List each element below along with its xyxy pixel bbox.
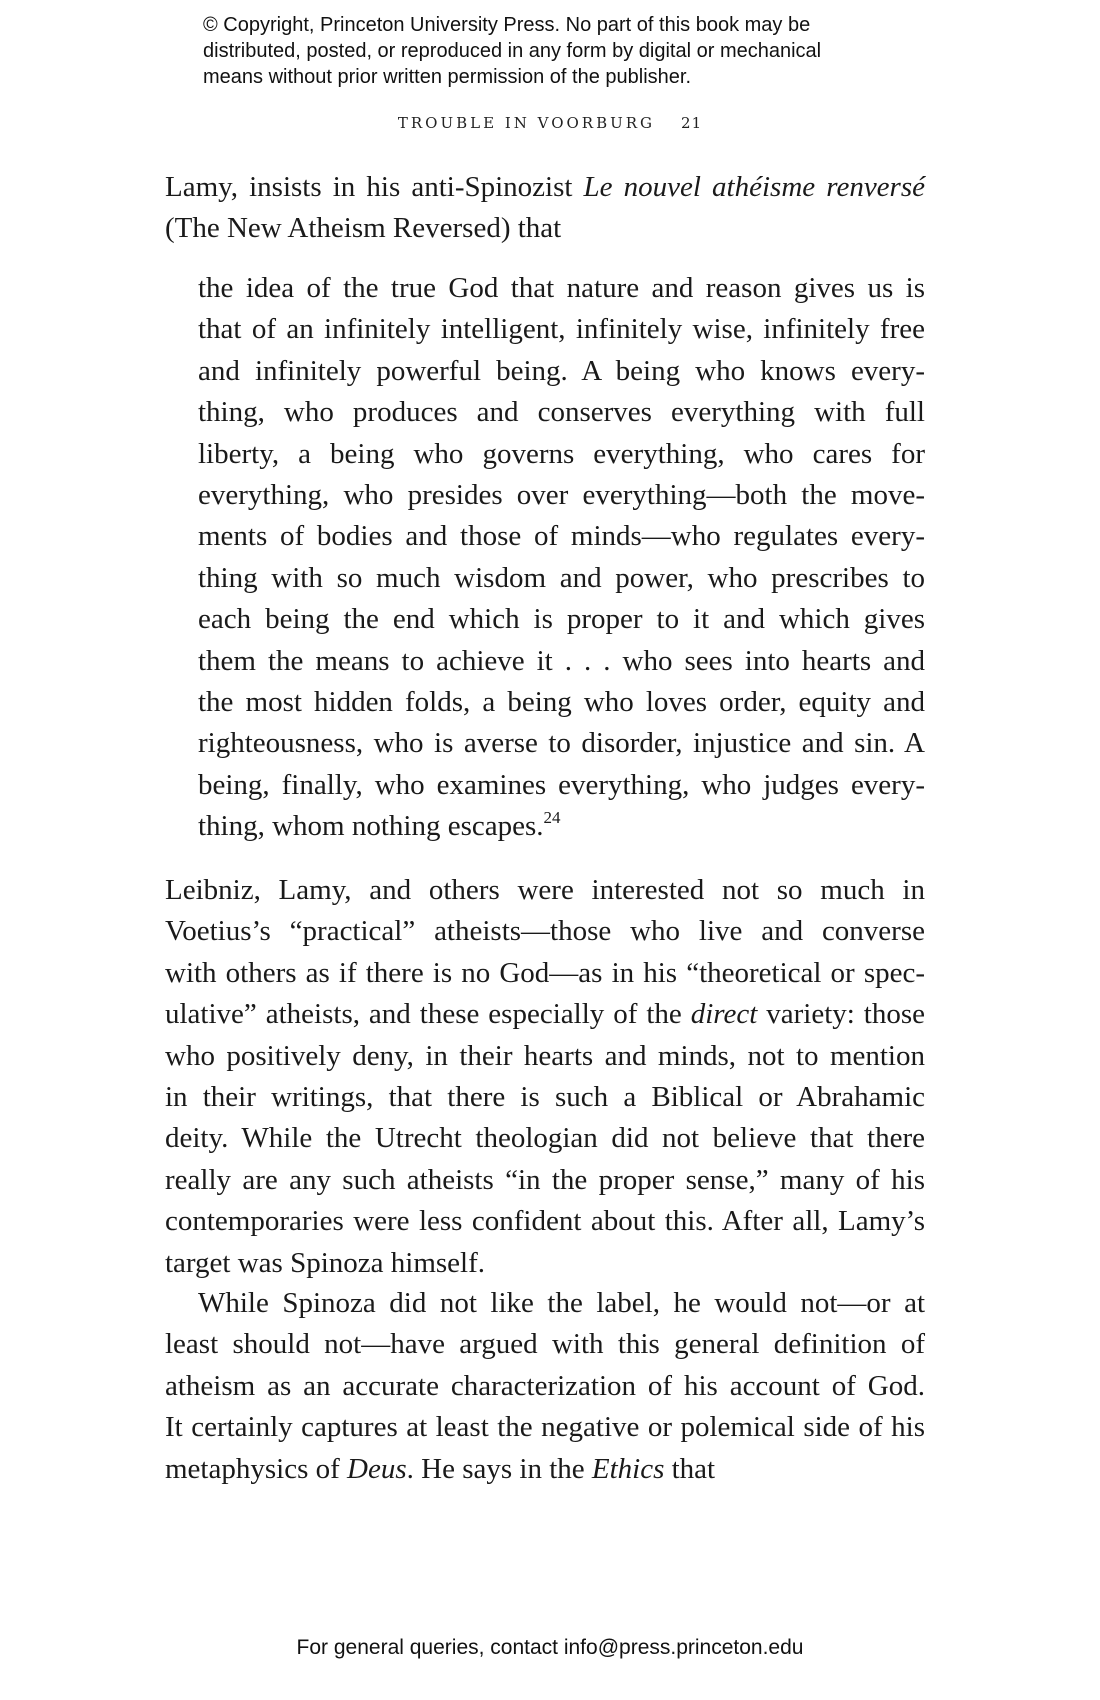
text-run: that <box>664 1452 716 1485</box>
quote-line: them the means to achieve it . . . who sees into hearts and <box>198 644 925 677</box>
text-line: Voetius’s “practical” atheists—those who live and converse <box>165 915 925 948</box>
quote-line: thing, who produces and conserves everything with full <box>198 396 925 429</box>
text-line: atheism as an accurate characterization of his account of God. <box>165 1369 925 1402</box>
text-line: target was Spinoza himself. <box>165 1246 486 1279</box>
text-run: metaphysics of <box>165 1452 348 1485</box>
quote-line: the idea of the true God that nature and reason gives us is <box>198 272 925 304</box>
quote-line: thing with so much wisdom and power, who prescribes to <box>198 561 925 594</box>
quote-line: being, finally, who examines everything, who judges every- <box>198 768 925 801</box>
text-line: It certainly captures at least the negative or polemical side of his <box>165 1411 925 1444</box>
copyright-line: © Copyright, Princeton University Press. No part of this book may be <box>203 14 811 36</box>
copyright-line: means without prior written permission of the publisher. <box>203 66 692 88</box>
text-line: least should not—have argued with this general definition of <box>165 1328 925 1361</box>
quote-line: and infinitely powerful being. A being who knows every- <box>198 354 925 387</box>
text-line: with others as if there is no God—as in his “theoretical or spec- <box>165 956 925 989</box>
text-line: who positively deny, in their hearts and minds, not to mention <box>165 1039 925 1072</box>
quote-line: each being the end which is proper to it and which gives <box>198 603 925 636</box>
footer-contact: For general queries, contact info@press.princeton.edu <box>296 1636 804 1659</box>
block-quote <box>198 268 925 848</box>
text-line <box>165 994 925 1035</box>
text-line: contemporaries were less confident about this. After all, Lamy’s <box>165 1205 925 1238</box>
running-head <box>0 114 1100 132</box>
emphasis-italic: Deus <box>347 1452 407 1485</box>
quote-line: ments of bodies and those of minds—who regulates every- <box>198 520 925 553</box>
book-title-italic: Le nouvel athéisme renversé <box>583 171 925 203</box>
copyright-notice <box>203 12 923 90</box>
page-number: 21 <box>681 114 703 132</box>
text-line <box>165 167 925 208</box>
text-line: Leibniz, Lamy, and others were interested not so much in <box>165 874 925 906</box>
text-line <box>165 1449 925 1490</box>
quote-line: that of an infinitely intelligent, infinitely wise, infinitely free <box>198 313 925 346</box>
footnote-marker: 24 <box>543 808 561 828</box>
copyright-line: distributed, posted, or reproduced in any form by digital or mechanical <box>203 40 822 62</box>
paragraph-body <box>165 870 925 1284</box>
quote-line: the most hidden folds, a being who loves order, equity and <box>198 686 925 719</box>
text-line: While Spinoza did not like the label, he would not—or at <box>198 1287 925 1319</box>
text-run: Lamy, insists in his anti-Spinozist <box>165 171 584 203</box>
emphasis-italic: direct <box>690 998 758 1031</box>
quote-line: liberty, a being who governs everything, who cares for <box>198 437 925 470</box>
quote-line: righteousness, who is averse to disorder, injustice and sin. A <box>198 727 925 760</box>
paragraph-intro <box>165 167 925 250</box>
quote-line: everything, who presides over everything—both the move- <box>198 479 925 512</box>
text-run: variety: those <box>757 998 925 1031</box>
text-run: . He says in the <box>406 1452 592 1485</box>
text-line: (The New Atheism Reversed) that <box>165 212 562 245</box>
text-run: ulative” atheists, and these especially of the <box>165 998 691 1031</box>
book-title-italic: Ethics <box>591 1452 665 1485</box>
text-line: really are any such atheists “in the proper sense,” many of his <box>165 1163 925 1196</box>
text-run: thing, whom nothing escapes. <box>198 810 544 843</box>
running-head-title: TROUBLE IN VOORBURG <box>397 114 656 132</box>
quote-line <box>198 806 925 847</box>
text-line: in their writings, that there is such a Biblical or Abrahamic <box>165 1081 925 1114</box>
text-line: deity. While the Utrecht theologian did not believe that there <box>165 1122 925 1155</box>
paragraph-closing <box>165 1283 925 1490</box>
